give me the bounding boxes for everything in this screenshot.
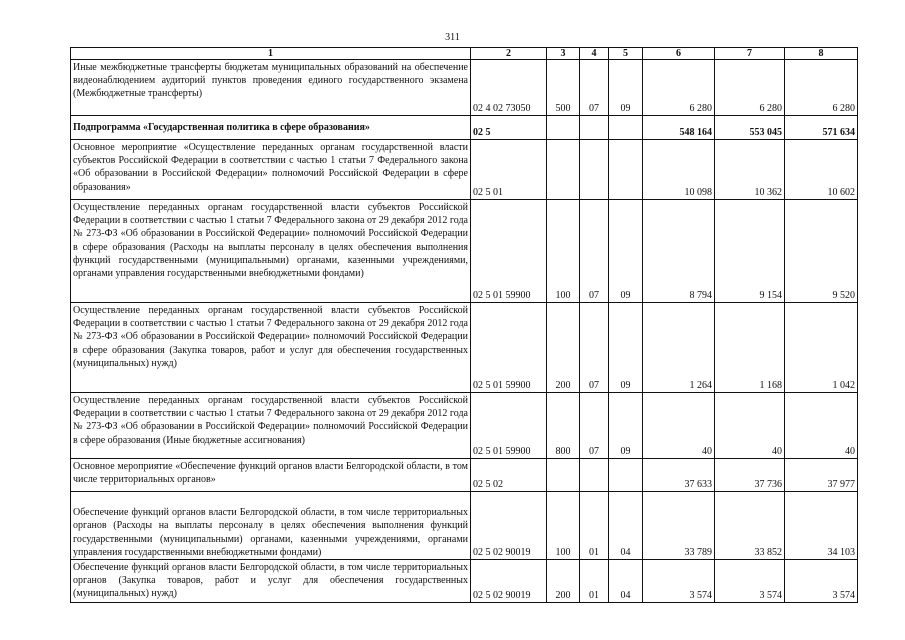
row-amount-year2: 40 — [715, 393, 785, 459]
row-amount-year1: 37 633 — [643, 459, 715, 492]
row-description: Обеспечение функций органов власти Белгородской области, в том числе территориальных органов (Закупка товаров, работ и услуг для обеспечения государственных (муниципальных) нужд) — [71, 560, 471, 603]
row-amount-year3: 571 634 — [785, 116, 858, 140]
row-section: 07 — [580, 393, 609, 459]
header-col-8: 8 — [785, 48, 858, 60]
row-section: 07 — [580, 200, 609, 303]
row-amount-year2: 6 280 — [715, 60, 785, 116]
row-description: Подпрограмма «Государственная политика в сфере образования» — [71, 116, 471, 140]
row-amount-year3: 3 574 — [785, 560, 858, 603]
row-description: Обеспечение функций органов власти Белгородской области, в том числе территориальных органов (Расходы на выплаты персоналу в целях обеспечения выполнения функций государственными (муниципальными) органами, казенными учреждениями, органами управления государственными внебюджетными фондами) — [71, 492, 471, 560]
row-description: Основное мероприятие «Осуществление переданных органам государственной власти субъектов Российской Федерации в соответствии с частью 1 статьи 7 Федерального закона «Об образовании в Российской Федерации» полномочий Российской Федерации в сфере образования» — [71, 140, 471, 200]
row-section: 07 — [580, 303, 609, 393]
row-amount-year1: 40 — [643, 393, 715, 459]
row-amount-year2: 33 852 — [715, 492, 785, 560]
row-target-code: 02 4 02 73050 — [471, 60, 547, 116]
row-section: 01 — [580, 560, 609, 603]
row-expense-type: 200 — [547, 560, 580, 603]
row-target-code: 02 5 02 90019 — [471, 560, 547, 603]
row-amount-year3: 9 520 — [785, 200, 858, 303]
row-amount-year3: 37 977 — [785, 459, 858, 492]
row-description: Осуществление переданных органам государственной власти субъектов Российской Федерации в соответствии с частью 1 статьи 7 Федерального закона от 29 декабря 2012 года № 273-ФЗ «Об образовании в Российской Федерации» полномочий Российской Федерации в сфере образования (Иные бюджетные ассигнования) — [71, 393, 471, 459]
row-subsection: 09 — [609, 393, 643, 459]
table-row — [71, 459, 858, 492]
row-target-code: 02 5 02 — [471, 459, 547, 492]
row-expense-type — [547, 116, 580, 140]
header-col-4: 4 — [580, 48, 609, 60]
row-subsection: 09 — [609, 200, 643, 303]
table-row — [71, 303, 858, 393]
row-amount-year2: 1 168 — [715, 303, 785, 393]
row-amount-year1: 10 098 — [643, 140, 715, 200]
row-target-code: 02 5 02 90019 — [471, 492, 547, 560]
table-row-subprogram — [71, 116, 858, 140]
row-expense-type — [547, 140, 580, 200]
row-target-code: 02 5 01 59900 — [471, 393, 547, 459]
table-row — [71, 60, 858, 116]
row-target-code: 02 5 01 — [471, 140, 547, 200]
row-amount-year1: 548 164 — [643, 116, 715, 140]
table-header-row — [71, 48, 858, 60]
row-amount-year1: 33 789 — [643, 492, 715, 560]
row-description: Осуществление переданных органам государственной власти субъектов Российской Федерации в соответствии с частью 1 статьи 7 Федерального закона от 29 декабря 2012 года № 273-ФЗ «Об образовании в Российской Федерации» полномочий Российской Федерации в сфере образования (Закупка товаров, работ и услуг для обеспечения государственных (муниципальных) нужд) — [71, 303, 471, 393]
row-amount-year2: 10 362 — [715, 140, 785, 200]
row-subsection — [609, 140, 643, 200]
row-expense-type: 200 — [547, 303, 580, 393]
header-col-1: 1 — [71, 48, 471, 60]
row-expense-type: 500 — [547, 60, 580, 116]
row-amount-year3: 40 — [785, 393, 858, 459]
row-section — [580, 459, 609, 492]
table-row — [71, 393, 858, 459]
header-col-6: 6 — [643, 48, 715, 60]
row-subsection: 09 — [609, 60, 643, 116]
row-section — [580, 140, 609, 200]
row-section: 07 — [580, 60, 609, 116]
table-row — [71, 492, 858, 560]
row-amount-year1: 6 280 — [643, 60, 715, 116]
row-amount-year2: 3 574 — [715, 560, 785, 603]
header-col-5: 5 — [609, 48, 643, 60]
row-amount-year1: 1 264 — [643, 303, 715, 393]
table-row — [71, 560, 858, 603]
row-target-code: 02 5 01 59900 — [471, 303, 547, 393]
row-target-code: 02 5 01 59900 — [471, 200, 547, 303]
row-amount-year2: 553 045 — [715, 116, 785, 140]
row-subsection — [609, 116, 643, 140]
row-amount-year2: 37 736 — [715, 459, 785, 492]
row-subsection: 09 — [609, 303, 643, 393]
row-subsection: 04 — [609, 492, 643, 560]
row-amount-year3: 10 602 — [785, 140, 858, 200]
budget-table — [70, 47, 858, 603]
row-amount-year3: 34 103 — [785, 492, 858, 560]
header-col-3: 3 — [547, 48, 580, 60]
row-amount-year3: 1 042 — [785, 303, 858, 393]
row-amount-year1: 8 794 — [643, 200, 715, 303]
row-section — [580, 116, 609, 140]
table-row — [71, 200, 858, 303]
header-col-7: 7 — [715, 48, 785, 60]
row-amount-year2: 9 154 — [715, 200, 785, 303]
row-target-code: 02 5 — [471, 116, 547, 140]
page-number: 311 — [445, 32, 460, 43]
row-amount-year3: 6 280 — [785, 60, 858, 116]
row-subsection: 04 — [609, 560, 643, 603]
row-subsection — [609, 459, 643, 492]
row-expense-type — [547, 459, 580, 492]
row-description: Основное мероприятие «Обеспечение функций органов власти Белгородской области, в том числе территориальных органов» — [71, 459, 471, 492]
row-description: Осуществление переданных органам государственной власти субъектов Российской Федерации в соответствии с частью 1 статьи 7 Федерального закона от 29 декабря 2012 года № 273-ФЗ «Об образовании в Российской Федерации» полномочий Российской Федерации в сфере образования (Расходы на выплаты персоналу в целях обеспечения выполнения функций государственными (муниципальными) органами, казенными учреждениями, органами управления государственными внебюджетными фондами) — [71, 200, 471, 303]
row-amount-year1: 3 574 — [643, 560, 715, 603]
row-description: Иные межбюджетные трансферты бюджетам муниципальных образований на обеспечение видеонаблюдением аудиторий пунктов проведения единого государственного экзамена (Межбюджетные трансферты) — [71, 60, 471, 116]
header-col-2: 2 — [471, 48, 547, 60]
row-expense-type: 100 — [547, 492, 580, 560]
row-expense-type: 800 — [547, 393, 580, 459]
row-expense-type: 100 — [547, 200, 580, 303]
row-section: 01 — [580, 492, 609, 560]
table-row — [71, 140, 858, 200]
